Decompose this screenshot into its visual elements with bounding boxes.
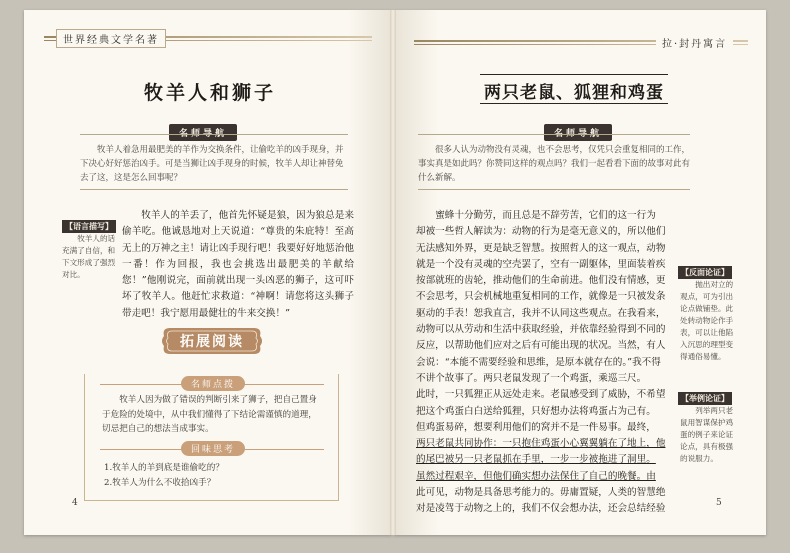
body-line: 不会思考，只会机械地重复相同的工作，就像是一只被发条 (416, 291, 666, 303)
left-page-number: 4 (72, 498, 78, 508)
right-note1-text: 抛出对立的观点，可为引出论点做铺垫。此处转动物论作手表，可以让他陷入沉思的理型变得通俗易懂。 (680, 280, 734, 361)
body-line: 按部就班的齿轮，推动他们的生命前进。他们没有情感，更 (416, 275, 666, 287)
frame-bottom (84, 500, 339, 501)
body-line: 对是凌驾于动物之上的，我们不仅会想办法，还会总结经验 (416, 503, 666, 515)
right-series-title: 拉·封丹寓言 (656, 34, 733, 51)
body-line: 不讲个故事了。两只老鼠发现了一个鸡蛋，乘巡三尺。 (416, 372, 647, 384)
right-guide-text: 很多人认为动物没有灵魂，也不会思考，仅凭只会重复相同的工作，事实真是如此吗？你赞同这样的观点吗？我们一起看看下面的故事对此有什么新解。 (418, 134, 690, 190)
left-guide-text: 牧羊人着急用最肥美的羊作为交换条件，让偷吃羊的凶手现身，并下决心好好惩治凶手。可是当狮让凶手现身的时候，牧羊人却让神替免去了这，这是怎么回事呢？ (80, 134, 348, 190)
body-line: 却被一些哲人解读为：动物的行为是毫无意义的，所以他们 (416, 226, 666, 238)
body-line: 会说：“本能不需要经验和思维，是原本就存在的。”我不得 (416, 356, 661, 368)
body-line: 的尾巴被另一只老鼠抓在手里，一步一步被拖进了洞里。 (416, 454, 656, 466)
frame-left (84, 374, 85, 500)
body-line: 此时，一只狐狸正从远处走来。老鼠感受到了威胁，不希望 (416, 389, 666, 401)
right-body-text (416, 208, 672, 518)
body-line: 动物可以从劳动和生活中获取经验，并依靠经验得到不同的 (416, 324, 666, 336)
teacher-tips-text: 牧羊人因为做了错误的判断引来了狮子，把自己置身于危险的处境中，从中我们懂得了下结论需谨慎的道理，切忌把自己的想法当成事实。 (102, 395, 317, 434)
body-line: 就是一个没有灵魂的空壳罢了，空有一副躯体，里面装着疾 (416, 258, 666, 270)
frame-right (338, 374, 339, 500)
left-note-text: 牧羊人的话充满了自信，和下文形成了强烈对比。 (62, 234, 116, 279)
left-series-title: 世界经典文学名著 (56, 29, 166, 48)
body-line: 驱动的手表！恕我直言，我并不认同这些观点。在我看来， (416, 307, 666, 319)
body-line: 但鸡蛋易碎，想要利用他们的窝并不是一件易事。最终， (416, 421, 656, 433)
expand-reading-label: 拓展阅读 (180, 334, 244, 350)
body-line: 反应，以帮助他们应对之后有可能出现的状况。当然，有人 (416, 340, 666, 352)
left-guide-label: 名师导航 (169, 124, 237, 141)
body-line: 把这个鸡蛋白白送给狐狸，只好想办法将鸡蛋占为己有。 (416, 405, 656, 417)
body-line: 虽然过程艰辛，但他们确实想办法保住了自己的晚餐。由 (416, 470, 656, 482)
right-guide-label: 名师导航 (544, 124, 612, 141)
right-note2-label: 【举例论证】 (678, 392, 732, 405)
left-body-text: 牧羊人的羊丢了，他首先怀疑是狼，因为狼总是来偷羊吃。他诚恳地对上天说道：“尊贵的朱庇特！至高无上的万神之主！请让凶手现行吧！我要好好地惩治他一番！作为回报，我也会挑选出最肥美的羊献给您！”他刚说完，面前就出现一头凶恶的狮子，这可吓坏了牧羊人。他赶忙求救道：“神啊！请您将这头狮子带走吧！我宁愿用最健壮的牛来交换！” (122, 210, 354, 319)
left-story-title: 牧羊人和狮子 (143, 82, 276, 104)
teacher-tips-pill: 名师点拨 (181, 376, 245, 391)
body-line: 蜜蜂十分勤劳，而且总是不辞劳苦，它们的这一行为 (435, 210, 656, 221)
book-gutter (390, 10, 396, 535)
right-note2-text: 列举两只老鼠用智谋保护鸡蛋的例子来论证论点，具有极强的说服力。 (680, 406, 734, 463)
question-2: 2.牧羊人为什么不收拾凶手？ (104, 478, 216, 488)
body-line: 无法感知外界，更是缺乏智慧。按照哲人的这一观点，动物 (416, 242, 666, 254)
right-page-number: 5 (716, 498, 722, 508)
right-note1-label: 【反面论证】 (678, 266, 732, 279)
body-line: 两只老鼠共同协作：一只抱住鸡蛋小心翼翼躺在了地上，他 (416, 438, 666, 450)
question-1: 1.牧羊人的羊到底是谁偷吃的？ (104, 463, 224, 473)
reflection-pill: 回味思考 (181, 441, 245, 456)
left-note-label: 【语言描写】 (62, 220, 116, 233)
right-story-title: 两只老鼠、狐狸和鸡蛋 (484, 83, 664, 103)
body-line: 此可见，动物是具备思考能力的。毋庸置疑，人类的智慧绝 (416, 487, 666, 499)
